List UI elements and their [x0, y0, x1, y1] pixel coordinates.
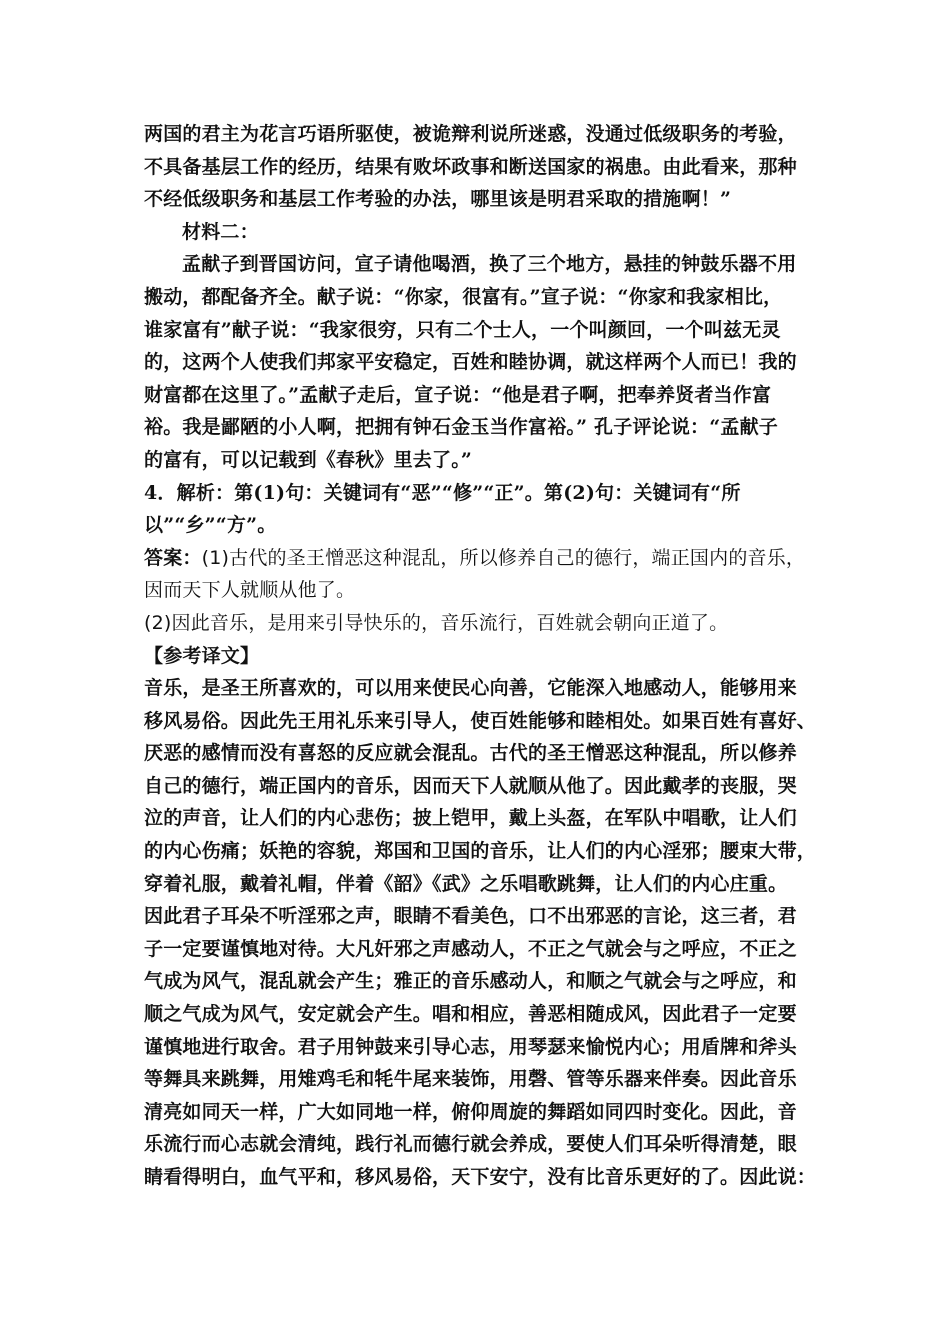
paragraph-line: 清亮如同天一样，广大如同地一样，俯仰周旋的舞蹈如同四时变化。因此，音 [144, 1100, 797, 1123]
paragraph-line: 谁家富有”献子说：“我家很穷，只有二个士人，一个叫颜回，一个叫兹无灵 [144, 318, 781, 341]
reference-translation-heading [144, 640, 824, 673]
paragraph-line: 不具备基层工作的经历，结果有败坏政事和断送国家的祸患。由此看来，那种 [144, 155, 797, 178]
paragraph-line: 乐流行而心志就会清纯，践行礼而德行就会养成，要使人们耳朵听得清楚，眼 [144, 1133, 797, 1156]
paragraph-line: 孟献子到晋国访问，宣子请他喝酒，换了三个地方，悬挂的钟鼓乐器不用 [182, 253, 797, 276]
reference-translation [144, 640, 824, 1194]
answer-line: (2)因此音乐，是用来引导快乐的，音乐流行，百姓就会朝向正道了。 [144, 611, 729, 634]
analysis-section [144, 477, 824, 542]
paragraph-line: 厌恶的感情而没有喜怒的反应就会混乱。古代的圣王憎恶这种混乱，所以修养 [144, 742, 797, 765]
paragraph-line: 因此君子耳朵不听淫邪之声，眼睛不看美色，口不出邪恶的言论，这三者，君 [144, 905, 797, 928]
paragraph-line: 不经低级职务和基层工作考验的办法，哪里该是明君采取的措施啊！” [144, 188, 732, 211]
material-one-tail [144, 118, 824, 216]
paragraph-line: 移风易俗。因此先王用礼乐来引导人，使百姓能够和睦相处。如果百姓有喜好、 [144, 709, 817, 732]
analysis-label: 4．解析： [144, 481, 235, 504]
reference-translation-title: 【参考译文】 [144, 644, 260, 667]
paragraph-line: 裕。我是鄙陋的小人啊，把拥有钟石金玉当作富裕。” 孔子评论说：“孟献子 [144, 416, 778, 439]
paragraph-line: 的富有，可以记载到《春秋》里去了。” [144, 448, 473, 471]
analysis-text: 第(1)句：关键词有“恶”“修”“正”。第(2)句：关键词有“所 [234, 481, 741, 504]
paragraph-line: 谨慎地进行取舍。君子用钟鼓来引导心志，用琴瑟来愉悦内心；用盾牌和斧头 [144, 1035, 797, 1058]
paragraph-line: 顺之气成为风气，安定就会产生。唱和相应，善恶相随成风，因此君子一定要 [144, 1003, 797, 1026]
paragraph-line: 穿着礼服，戴着礼帽，伴着《韶》《武》之乐唱歌跳舞，让人们的内心庄重。 [144, 872, 788, 895]
paragraph-line: 泣的声音，让人们的内心悲伤；披上铠甲，戴上头盔，在军队中唱歌，让人们 [144, 807, 797, 830]
material-two [144, 216, 824, 477]
answer-section [144, 542, 824, 640]
answer-line [144, 542, 824, 575]
paragraph-line: 的内心伤痛；妖艳的容貌，郑国和卫国的音乐，让人们的内心淫邪；腰束大带， [144, 840, 817, 863]
analysis-line [144, 477, 824, 510]
material-two-heading: 材料二： [182, 220, 259, 243]
paragraph-line: 自己的德行，端正国内的音乐，因而天下人就顺从他了。因此戴孝的丧服，哭 [144, 774, 797, 797]
paragraph-line: 气成为风气，混乱就会产生；雅正的音乐感动人，和顺之气就会与之呼应，和 [144, 970, 797, 993]
paragraph-line: 搬动，都配备齐全。献子说：“你家，很富有。”宣子说：“你家和我家相比， [144, 285, 783, 308]
document-page [144, 118, 824, 1194]
paragraph-line: 两国的君主为花言巧语所驱使，被诡辩利说所迷惑，没通过低级职务的考验， [144, 123, 797, 145]
paragraph-line: 的，这两个人使我们邦家平安稳定，百姓和睦协调，就这样两个人而已！我的 [144, 351, 797, 374]
analysis-line: 以”“乡”“方”。 [144, 514, 277, 537]
paragraph-line: 等舞具来跳舞，用雉鸡毛和牦牛尾来装饰，用磬、管等乐器来伴奏。因此音乐 [144, 1068, 797, 1091]
paragraph-line: 音乐，是圣王所喜欢的，可以用来使民心向善，它能深入地感动人，能够用来 [144, 677, 797, 700]
paragraph-line: 睛看得明白，血气平和，移风易俗，天下安宁，没有比音乐更好的了。因此说： [144, 1166, 817, 1188]
answer-line: 因而天下人就顺从他了。 [144, 579, 356, 602]
paragraph-line: 子一定要谨慎地对待。大凡奸邪之声感动人，不正之气就会与之呼应，不正之 [144, 937, 797, 960]
answer-label: 答案： [144, 546, 202, 569]
answer-text: (1)古代的圣王憎恶这种混乱，所以修养自己的德行，端正国内的音乐， [201, 546, 806, 569]
paragraph-line: 财富都在这里了。”孟献子走后，宣子说：“他是君子啊，把奉养贤者当作富 [144, 383, 772, 406]
